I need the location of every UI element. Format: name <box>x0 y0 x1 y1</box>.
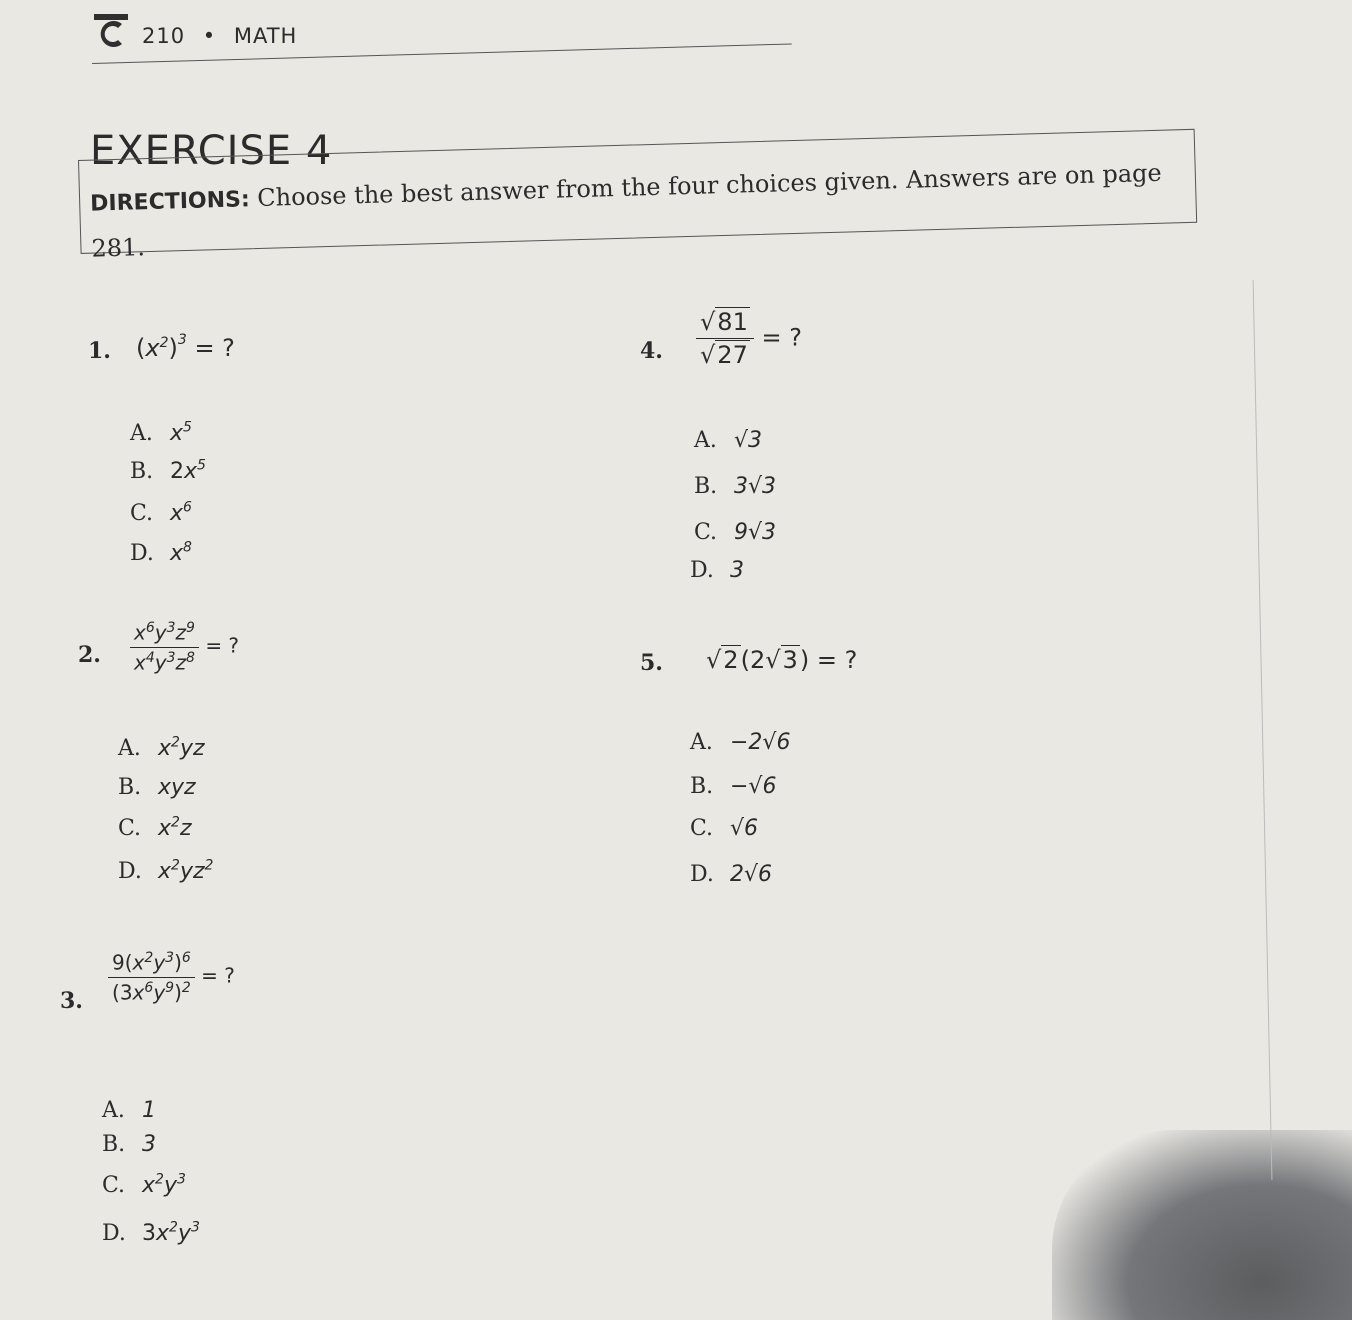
section-name: MATH <box>233 24 298 48</box>
option-2a[interactable]: A. $x^2yz$ <box>118 735 205 762</box>
option-4d[interactable]: D. 3 <box>690 558 744 583</box>
header-separator: • <box>202 24 217 48</box>
option-1a[interactable]: A. $x^5$ <box>130 420 192 447</box>
option-3c[interactable]: C. $x^2y^3$ <box>102 1172 186 1199</box>
question-number: 4. <box>640 338 663 364</box>
option-4a[interactable]: A. √3 <box>694 428 763 453</box>
book-logo-icon <box>92 12 130 50</box>
directions-text <box>90 150 1192 271</box>
question-5-expression: √2(2√3) = ? <box>706 646 858 674</box>
option-3b[interactable]: B. 3 <box>102 1132 156 1157</box>
header-text <box>142 24 297 48</box>
photo-shadow <box>1052 1130 1352 1320</box>
option-5d[interactable]: D. 2√6 <box>690 862 773 887</box>
option-1c[interactable]: C. $x^6$ <box>130 500 192 527</box>
option-2d[interactable]: D. $x^2yz^2$ <box>118 858 214 885</box>
option-5c[interactable]: C. √6 <box>690 816 759 841</box>
question-number: 1. <box>88 338 111 364</box>
question-number: 2. <box>78 642 101 668</box>
question-2-expression: $\frac{x^6y^3z^9}{x^4y^3z^8}$ = ? <box>130 620 239 674</box>
question-3-expression: $\frac{9(x^2y^3)^6}{(3x^6y^9)^2}$ = ? <box>108 950 235 1004</box>
option-2b[interactable]: B. xyz <box>118 775 196 800</box>
option-3a[interactable]: A. 1 <box>102 1098 156 1123</box>
exercise-title: EXERCISE 4 <box>90 128 333 174</box>
option-5b[interactable]: B. −√6 <box>690 774 777 799</box>
question-4-expression: $\frac{√81}{√27}$ = ? <box>696 308 802 369</box>
page-edge-line <box>1253 280 1273 1180</box>
option-1d[interactable]: D. $x^8$ <box>130 540 192 567</box>
option-4b[interactable]: B. 3√3 <box>694 474 777 499</box>
question-number: 5. <box>640 650 663 676</box>
option-4c[interactable]: C. 9√3 <box>694 520 777 545</box>
option-2c[interactable]: C. $x^2z$ <box>118 815 192 842</box>
directions-body: Choose the best answer from the four choices given. Answers are on page 281. <box>91 158 1163 263</box>
directions-label: DIRECTIONS: <box>89 187 251 217</box>
page-number: 210 <box>142 24 186 48</box>
option-5a[interactable]: A. −2√6 <box>690 730 791 755</box>
question-1-expression: $(x^2)^3$ = ? <box>136 332 235 362</box>
option-3d[interactable]: D. $3x^2y^3$ <box>102 1220 200 1247</box>
page-header <box>92 8 752 68</box>
option-1b[interactable]: B. $2x^5$ <box>130 458 206 485</box>
question-number: 3. <box>60 988 83 1014</box>
